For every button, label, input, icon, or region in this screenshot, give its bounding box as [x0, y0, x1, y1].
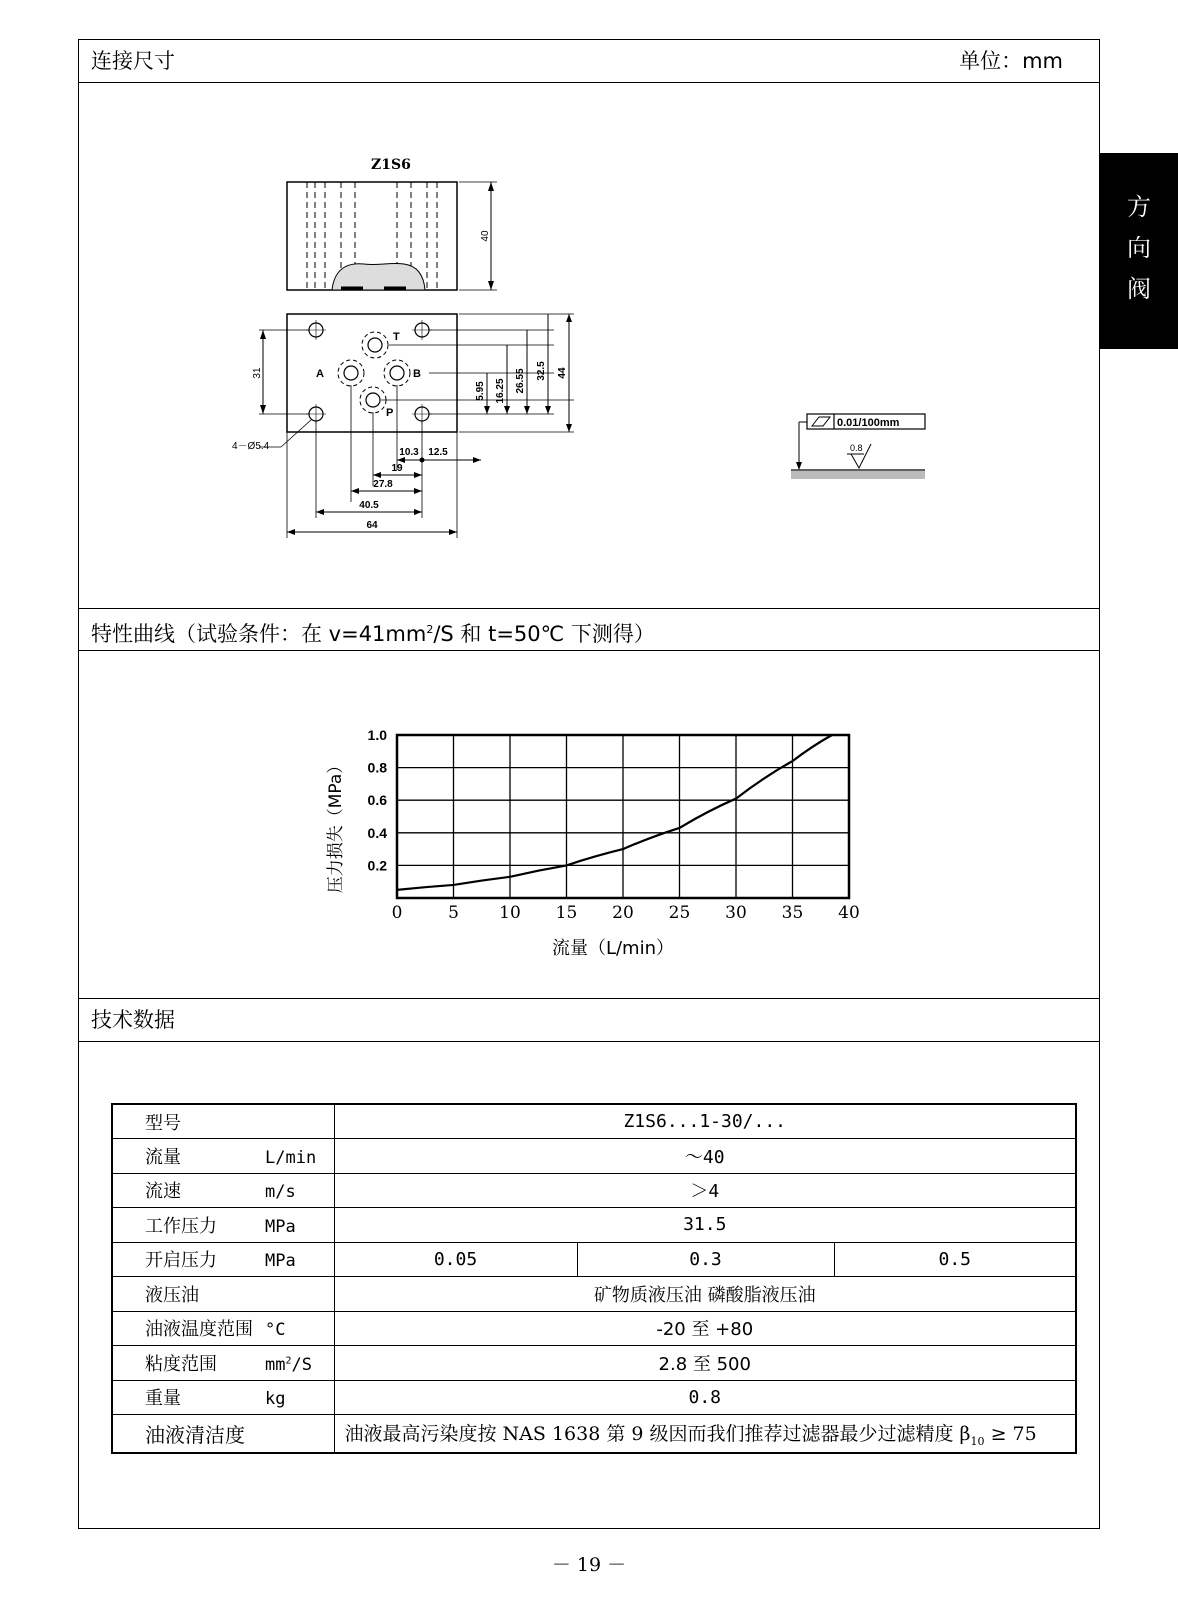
spec-value [334, 1415, 1076, 1453]
port-b-label: B [413, 368, 421, 380]
spec-label-cell [112, 1346, 334, 1381]
dim-278: 27.8 [373, 479, 393, 490]
spec-value: ＞4 [334, 1173, 1076, 1208]
port-p-label: P [386, 407, 394, 419]
page-frame [78, 39, 1100, 1529]
section-header-technical-data [79, 998, 1099, 1042]
spec-label-cell [112, 1173, 334, 1208]
chart-y-tick-label: 0.2 [367, 857, 387, 874]
table-row [112, 1277, 1076, 1312]
table-row [112, 1139, 1076, 1174]
spec-label-cell [112, 1380, 334, 1415]
spec-label-cell [112, 1415, 334, 1453]
chart-x-tick-label: 15 [555, 903, 578, 923]
chart-x-tick-label: 30 [725, 903, 747, 923]
value-sub: 10 [970, 1434, 985, 1448]
spec-value: 2.8 至 500 [334, 1346, 1076, 1381]
chart-x-tick-label: 5 [448, 903, 459, 923]
dim-64: 64 [366, 520, 378, 531]
chart-x-tick-label: 20 [612, 903, 634, 923]
table-row [112, 1104, 1076, 1139]
unit-part: /S [291, 1354, 312, 1375]
spec-unit: MPa [265, 1251, 296, 1272]
chart-x-tick-label: 10 [499, 903, 521, 923]
spec-value: 矿物质液压油 磷酸脂液压油 [334, 1277, 1076, 1312]
spec-label: 油液温度范围 [145, 1319, 253, 1341]
section-title: 连接尺寸 [91, 49, 175, 73]
side-tab-direction-valve [1100, 153, 1178, 349]
dim-595: 5.95 [475, 381, 486, 401]
spec-unit [265, 1355, 312, 1375]
chart-grid [397, 735, 849, 898]
port-t-label: T [393, 331, 400, 343]
dim-31: 31 [252, 367, 263, 379]
spec-label: 重量 [145, 1388, 181, 1410]
table-row [112, 1173, 1076, 1208]
dim-405: 40.5 [359, 500, 379, 511]
chart-y-tick-label: 0.6 [367, 792, 387, 809]
spec-label-cell [112, 1208, 334, 1243]
chart-y-axis-label: 压力损失（MPa） [326, 756, 346, 894]
dim-44: 44 [557, 367, 568, 379]
chart-series [397, 735, 832, 890]
chart-series-line [397, 735, 832, 890]
spec-label-cell [112, 1242, 334, 1277]
table-row [112, 1242, 1076, 1277]
section-title: 技术数据 [91, 1008, 175, 1032]
table-row [112, 1415, 1076, 1453]
spec-label: 流量 [145, 1146, 181, 1168]
roughness-value: 0.8 [850, 443, 863, 453]
spec-value: 0.5 [834, 1242, 1076, 1277]
table-row [112, 1311, 1076, 1346]
chart-x-tick-label: 35 [781, 903, 804, 923]
table-row [112, 1208, 1076, 1243]
spec-label-cell [112, 1311, 334, 1346]
unit-sup: 2 [285, 1355, 292, 1367]
title-sup: 2 [426, 623, 434, 636]
chart-x-tick-label: 40 [838, 903, 860, 923]
spec-label: 液压油 [145, 1284, 199, 1306]
value-part: 油液最高污染度按 NAS 1638 第 9 级因而我们推荐过滤器最少过滤精度 β [344, 1422, 971, 1445]
title-part: 特性曲线（试验条件：在 v=41mm [91, 622, 427, 646]
dim-2655: 26.55 [515, 368, 526, 394]
spec-label: 粘度范围 [145, 1353, 217, 1375]
unit-label: 单位：mm [959, 49, 1063, 73]
spec-label: 工作压力 [145, 1215, 217, 1237]
chart-x-axis-label: 流量（L/min） [551, 938, 675, 959]
dim-holes: 4－Ø5.4 [232, 441, 270, 452]
spec-unit: kg [265, 1389, 286, 1410]
spec-unit: MPa [265, 1216, 296, 1237]
side-tab-char: 向 [1127, 234, 1151, 262]
chart-y-tick-label: 1.0 [367, 727, 387, 743]
spec-label-cell [112, 1139, 334, 1174]
table-row [112, 1346, 1076, 1381]
chart-ticks [368, 727, 860, 923]
chart-y-tick-label: 0.8 [367, 759, 387, 776]
spec-unit: °C [265, 1320, 286, 1341]
spec-label-cell [112, 1104, 334, 1139]
dim-103: 10.3 [399, 447, 419, 458]
spec-value: 0.05 [334, 1242, 577, 1277]
spec-unit: L/min [265, 1147, 317, 1168]
side-tab-char: 方 [1127, 193, 1151, 221]
flatness-tolerance: 0.01/100mm [837, 417, 900, 429]
dim-height: 40 [480, 230, 491, 242]
page-number: － 19 － [551, 1554, 627, 1576]
pressure-loss-chart [79, 40, 1099, 1000]
dim-19: 19 [391, 463, 403, 474]
spec-label: 流速 [145, 1181, 181, 1203]
spec-value: ～40 [334, 1139, 1076, 1174]
port-a-label: A [316, 368, 324, 380]
spec-value: 31.5 [334, 1208, 1076, 1243]
chart-x-tick-label: 25 [668, 903, 691, 923]
drawing-model-label: Z1S6 [371, 157, 411, 173]
spec-label: 开启压力 [145, 1250, 217, 1272]
chart-y-tick-label: 0.4 [367, 824, 387, 841]
dim-125: 12.5 [428, 447, 448, 458]
spec-label: 型号 [145, 1112, 181, 1134]
dim-325: 32.5 [536, 361, 547, 381]
technical-data-table [111, 1103, 1077, 1454]
title-part: /S 和 t=50℃ 下测得） [433, 622, 655, 646]
dim-1625: 16.25 [495, 378, 506, 404]
unit-part: mm [265, 1354, 286, 1375]
spec-value: 0.8 [334, 1380, 1076, 1415]
spec-value: Z1S6...1-30/... [334, 1104, 1076, 1139]
spec-value: -20 至 +80 [334, 1311, 1076, 1346]
spec-label-cell [112, 1277, 334, 1312]
table-row [112, 1380, 1076, 1415]
spec-value: 0.3 [577, 1242, 834, 1277]
value-part: ≥ 75 [984, 1422, 1037, 1445]
chart-x-tick-label: 0 [391, 903, 403, 923]
spec-label: 油液清洁度 [145, 1422, 245, 1447]
spec-unit: m/s [265, 1182, 296, 1203]
side-tab-char: 阀 [1127, 275, 1151, 303]
